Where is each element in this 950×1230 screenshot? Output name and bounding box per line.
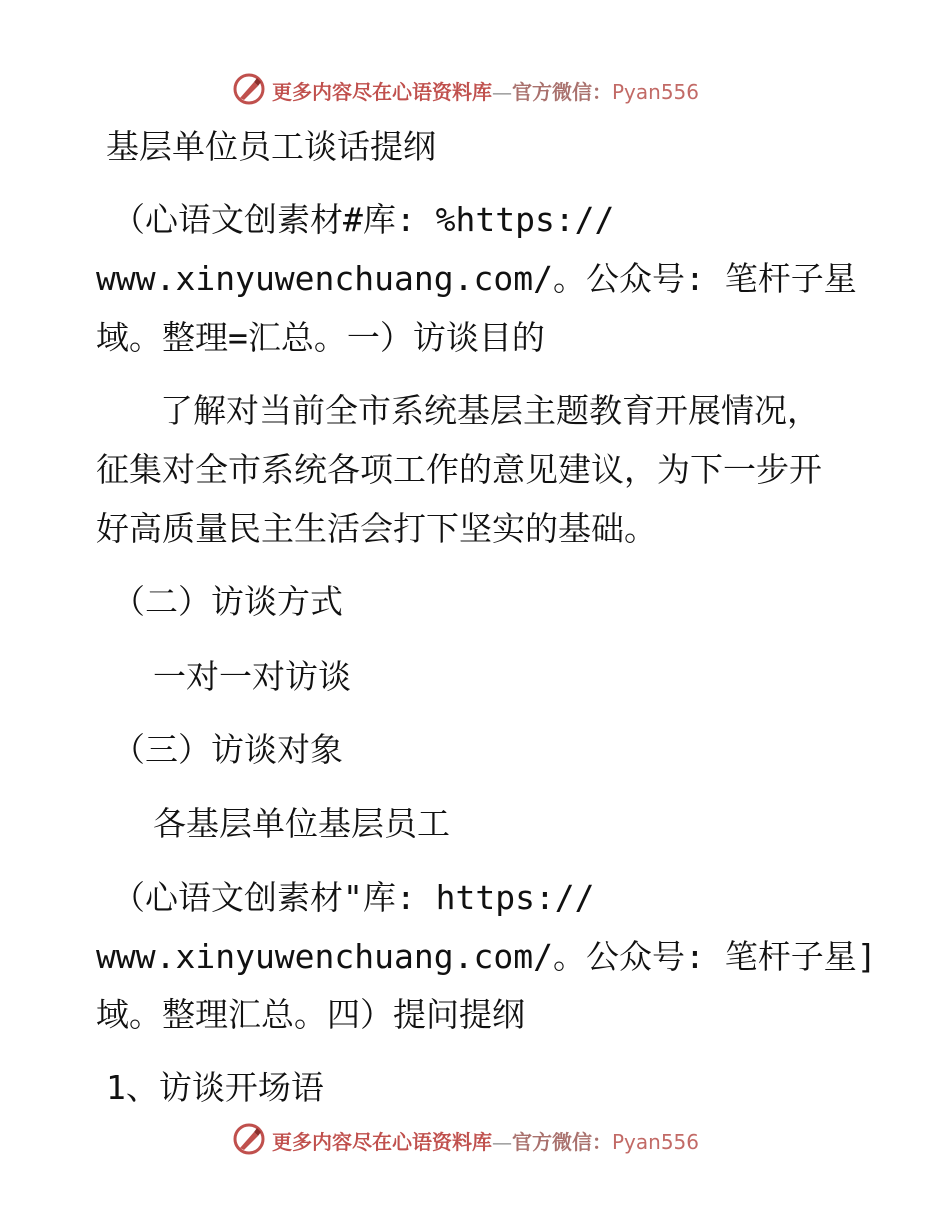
paragraph-5-line-3: 域。整理汇总。四）提问提纲 <box>96 995 525 1034</box>
paragraph-4: 各基层单位基层员工 <box>153 804 450 843</box>
watermark-label: 官方微信： <box>512 1130 612 1154</box>
paragraph-5-line-1: （心语文创素材"库: https:// <box>112 878 595 917</box>
paragraph-1-line-2: www.xinyuwenchuang.com/。公众号: 笔杆子星 <box>96 259 857 298</box>
watermark-label: 官方微信： <box>512 80 612 104</box>
watermark-id: Pyan556 <box>612 1130 700 1154</box>
document-title: 基层单位员工谈话提纲 <box>106 127 436 166</box>
paragraph-2-line-2: 征集对全市系统各项工作的意见建议，为下一步开 <box>96 450 822 489</box>
pen-logo-icon <box>232 1122 266 1156</box>
paragraph-1-line-1: （心语文创素材#库: %https:// <box>112 200 615 239</box>
pen-logo-icon <box>232 72 266 106</box>
heading-4: 1、访谈开场语 <box>106 1068 324 1107</box>
watermark-id: Pyan556 <box>612 80 700 104</box>
watermark-dash: — <box>492 1130 512 1154</box>
watermark-main: 更多内容尽在心语资料库 <box>272 80 492 104</box>
watermark-main: 更多内容尽在心语资料库 <box>272 1130 492 1154</box>
paragraph-2-line-1: 了解对当前全市系统基层主题教育开展情况， <box>160 391 820 430</box>
watermark-banner-bottom <box>0 1120 950 1160</box>
heading-3: （三）访谈对象 <box>112 730 343 769</box>
paragraph-3: 一对一对访谈 <box>153 657 351 696</box>
watermark-banner-top <box>0 70 950 110</box>
paragraph-5-line-2: www.xinyuwenchuang.com/。公众号: 笔杆子星] <box>96 937 877 976</box>
watermark-dash: — <box>492 80 512 104</box>
heading-2: （二）访谈方式 <box>112 582 343 621</box>
paragraph-1-line-3: 域。整理=汇总。一）访谈目的 <box>96 318 545 357</box>
paragraph-2-line-3: 好高质量民主生活会打下坚实的基础。 <box>96 509 657 548</box>
